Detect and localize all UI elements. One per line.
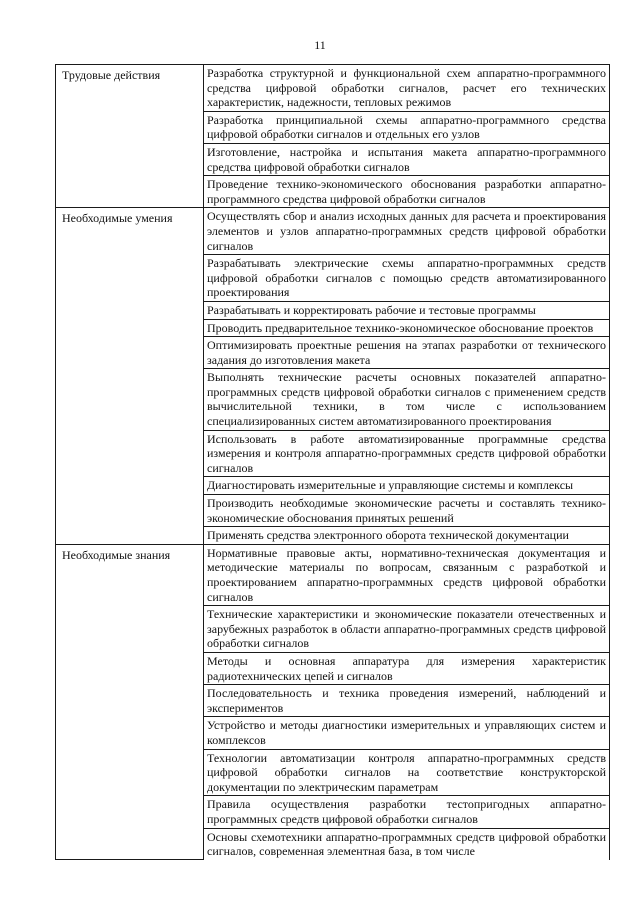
table-row	[56, 208, 610, 255]
knowledge-item: Технические характеристики и экономические показатели отечественных и зарубежных разработок в области аппаратно-программных средств цифровой обработки сигналов	[204, 606, 610, 653]
knowledge-item: Устройство и методы диагностики измерительных и управляющих систем и комплексов	[204, 717, 610, 749]
skill-item: Использовать в работе автоматизированные программные средства измерения и контроля аппаратно-программных средств цифровой обработки сигналов	[204, 430, 610, 477]
qualification-table	[55, 64, 610, 860]
knowledge-item: Последовательность и техника проведения измерений, наблюдений и экспериментов	[204, 685, 610, 717]
page-number: 11	[314, 38, 326, 52]
skill-item: Разрабатывать электрические схемы аппаратно-программных средств цифровой обработки сигналов с помощью средств автоматизированного проектирования	[204, 255, 610, 302]
knowledge-item: Правила осуществления разработки тестопригодных аппаратно-программных средств цифровой обработки сигналов	[204, 796, 610, 828]
knowledge-item: Основы схемотехники аппаратно-программных средств цифровой обработки сигналов, современная элементная база, в том числе	[204, 828, 610, 860]
skill-item: Осуществлять сбор и анализ исходных данных для расчета и проектирования элементов и узлов аппаратно-программных средств цифровой обработки сигналов	[204, 208, 610, 255]
skill-item: Применять средства электронного оборота технической документации	[204, 527, 610, 545]
knowledge-item: Нормативные правовые акты, нормативно-техническая документация и методические материалы по вопросам, связанным с разработкой и проектированием аппаратно-программных средств цифровой обработки сигналов	[204, 544, 610, 605]
labor-action-item: Проведение технико-экономического обоснования разработки аппаратно-программного средства цифровой обработки сигналов	[204, 176, 610, 208]
skill-item: Проводить предварительное технико-экономическое обоснование проектов	[204, 319, 610, 337]
table-row	[56, 65, 610, 112]
knowledge-item: Технологии автоматизации контроля аппаратно-программных средств цифровой обработки сигналов на соответствие конструкторской документации по электрическим параметрам	[204, 749, 610, 796]
skill-item: Оптимизировать проектные решения на этапах разработки от технического задания до изготовления макета	[204, 337, 610, 369]
section-title-required-skills: Необходимые умения	[56, 208, 204, 544]
labor-action-item: Разработка принципиальной схемы аппаратно-программного средства цифровой обработки сигналов и отдельных его узлов	[204, 111, 610, 143]
labor-action-item: Разработка структурной и функциональной схем аппаратно-программного средства цифровой обработки сигналов, расчет его технических характеристик, надежности, тепловых режимов	[204, 65, 610, 112]
table-row	[56, 544, 610, 605]
section-title-labor-actions: Трудовые действия	[56, 65, 204, 208]
knowledge-item: Методы и основная аппаратура для измерения характеристик радиотехнических цепей и сигналов	[204, 652, 610, 684]
skill-item: Диагностировать измерительные и управляющие системы и комплексы	[204, 477, 610, 495]
skill-item: Производить необходимые экономические расчеты и составлять технико-экономические обоснования принятых решений	[204, 495, 610, 527]
labor-action-item: Изготовление, настройка и испытания макета аппаратно-программного средства цифровой обработки сигналов	[204, 143, 610, 175]
section-title-required-knowledge: Необходимые знания	[56, 544, 204, 859]
skill-item: Выполнять технические расчеты основных показателей аппаратно-программных средств цифровой обработки сигналов с применением средств вычислительной техники, в том числе с использованием специализированных систем автоматизированного проектирования	[204, 369, 610, 430]
skill-item: Разрабатывать и корректировать рабочие и тестовые программы	[204, 301, 610, 319]
